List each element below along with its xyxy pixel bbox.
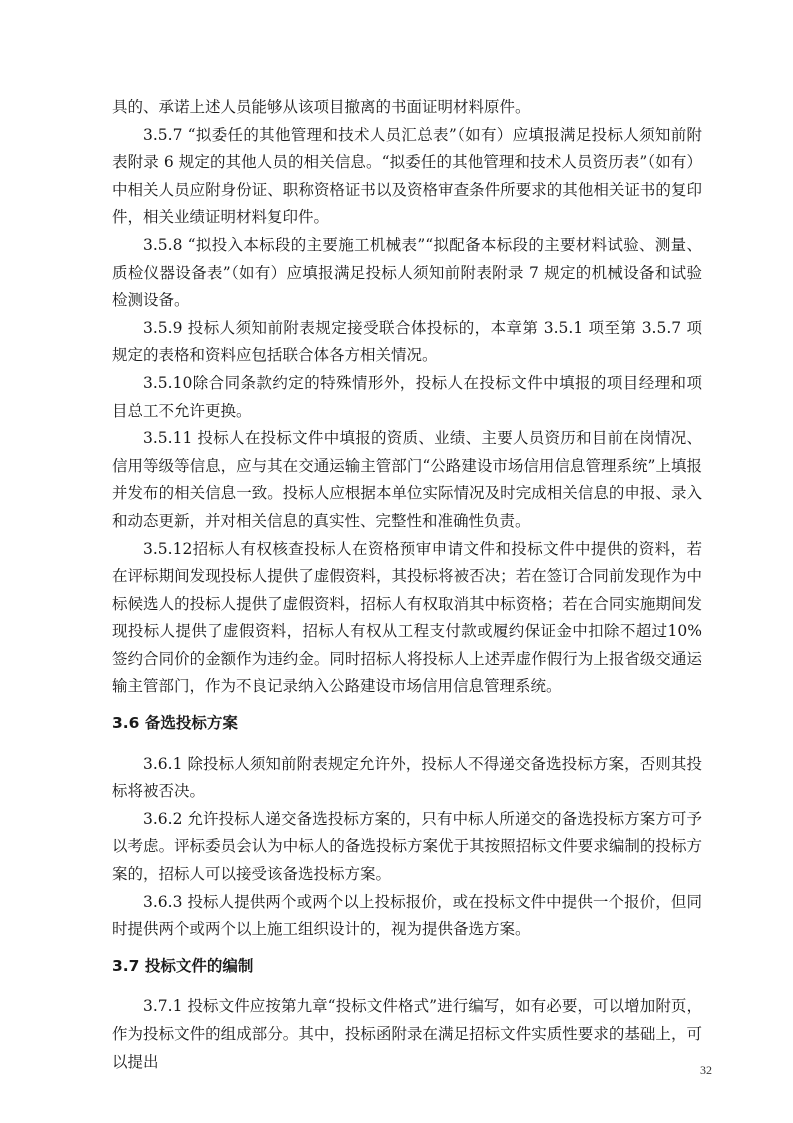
spacer bbox=[112, 701, 702, 710]
paragraph-3-7-1: 3.7.1 投标文件应按第九章“投标文件格式”进行编写，如有必要，可以增加附页，作为投标文件的组成部分。其中，投标函附录在满足招标文件实质性要求的基础上，可以提出 bbox=[112, 997, 702, 1071]
page-content bbox=[112, 94, 702, 1076]
paragraph-3-5-7: 3.5.7 “拟委任的其他管理和技术人员汇总表”（如有）应填报满足投标人须知前附表附录 6 规定的其他人员的相关信息。“拟委任的其他管理和技术人员资历表”（如有）中相关人员应附身份证、职称资格证书以及资格审查条件所要求的其他相关证书的复印件，相关业绩证明材料复印件。 bbox=[112, 125, 702, 227]
paragraph-3-5-9: 3.5.9 投标人须知前附表规定接受联合体投标的，本章第 3.5.1 项至第 3.5.7 项规定的表格和资料应包括联合体各方相关情况。 bbox=[112, 318, 702, 365]
section-heading-3-6: 3.6 备选投标方案 bbox=[112, 714, 238, 733]
paragraph-3-5-12: 3.5.12招标人有权核查投标人在资格预审申请文件和投标文件中提供的资料，若在评标期间发现投标人提供了虚假资料，其投标将被否决；若在签订合同前发现作为中标候选人的投标人提供了虚假资料，招标人有权取消其中标资格；若在合同实施期间发现投标人提供了虚假资料，招标人有权从工程支付款或履约保证金中扣除不超过10%签约合同价的金额作为违约金。同时招标人将投标人上述弄虚作假行为上报省级交通运输主管部门，作为不良记录纳入公路建设市场信用信息管理系统。 bbox=[112, 539, 702, 696]
section-heading-3-7: 3.7 投标文件的编制 bbox=[112, 956, 254, 975]
spacer bbox=[112, 980, 702, 993]
spacer bbox=[112, 944, 702, 953]
paragraph-3-5-10: 3.5.10除合同条款约定的特殊情形外，投标人在投标文件中填报的项目经理和项目总工不允许更换。 bbox=[112, 373, 702, 420]
paragraph-3-5-11: 3.5.11 投标人在投标文件中填报的资质、业绩、主要人员资历和目前在岗情况、信用等级等信息，应与其在交通运输主管部门“公路建设市场信用信息管理系统”上填报并发布的相关信息一致。投标人应根据本单位实际情况及时完成相关信息的申报、录入和动态更新，并对相关信息的真实性、完整性和准确性负责。 bbox=[112, 429, 702, 530]
paragraph-continuation: 具的、承诺上述人员能够从该项目撤离的书面证明材料原件。 bbox=[112, 98, 531, 116]
paragraph-3-5-8: 3.5.8 “拟投入本标段的主要施工机械表”“拟配备本标段的主要材料试验、测量、质检仪器设备表”（如有）应填报满足投标人须知前附表附录 7 规定的机械设备和试验检测设备。 bbox=[112, 235, 702, 310]
paragraph-3-6-3: 3.6.3 投标人提供两个或两个以上投标报价，或在投标文件中提供一个报价，但同时提供两个或两个以上施工组织设计的，视为提供备选方案。 bbox=[112, 892, 702, 939]
spacer bbox=[112, 738, 702, 751]
page-number: 32 bbox=[700, 1063, 712, 1077]
paragraph-3-6-1: 3.6.1 除投标人须知前附表规定允许外，投标人不得递交备选投标方案，否则其投标将被否决。 bbox=[112, 754, 702, 801]
paragraph-3-6-2: 3.6.2 允许投标人递交备选投标方案的，只有中标人所递交的备选投标方案方可予以考虑。评标委员会认为中标人的备选投标方案优于其按照招标文件要求编制的投标方案的，招标人可以接受该备选投标方案。 bbox=[112, 809, 702, 884]
